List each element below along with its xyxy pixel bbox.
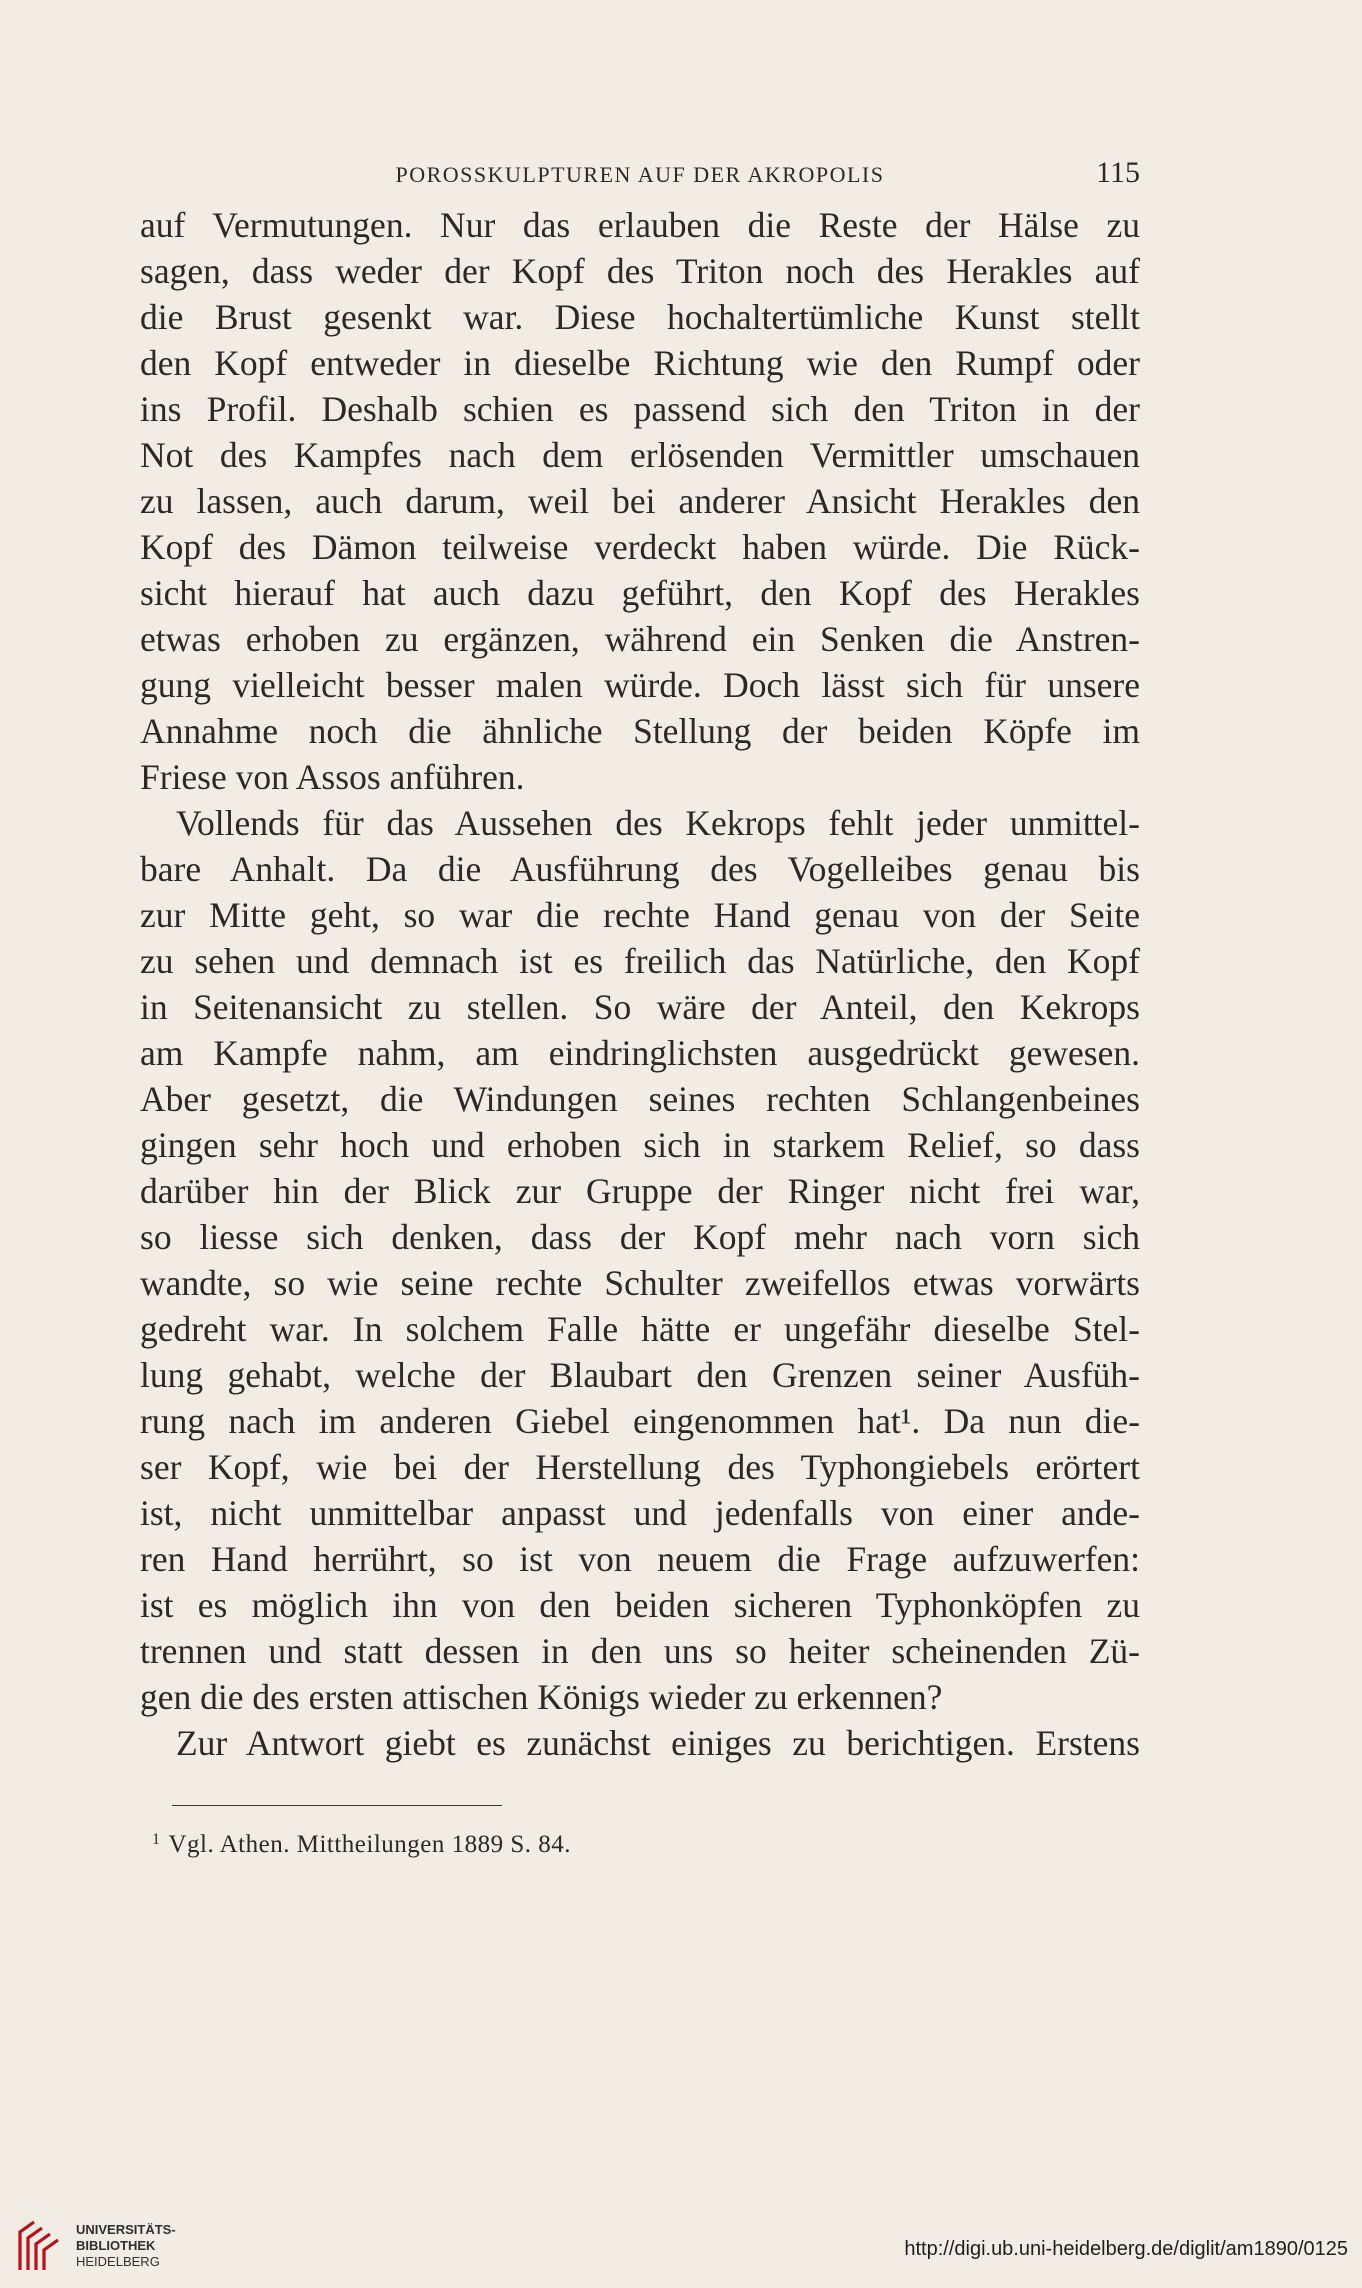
text-line: Friese von Assos anführen. bbox=[140, 757, 525, 797]
text-line: gingen sehr hoch und erhoben sich in starkem Relief, so dass bbox=[140, 1125, 1140, 1165]
library-emblem-icon bbox=[14, 2218, 66, 2274]
text-line: gedreht war. In solchem Falle hätte er ungefähr dieselbe Stel- bbox=[140, 1309, 1140, 1349]
text-line: bare Anhalt. Da die Ausführung des Vogelleibes genau bis bbox=[140, 849, 1140, 889]
text-line: etwas erhoben zu ergänzen, während ein Senken die Anstren- bbox=[140, 619, 1140, 659]
text-line: auf Vermutungen. Nur das erlauben die Reste der Hälse zu bbox=[140, 205, 1140, 245]
text-line: die Brust gesenkt war. Diese hochaltertümliche Kunst stellt bbox=[140, 297, 1140, 337]
text-line: gung vielleicht besser malen würde. Doch lässt sich für unsere bbox=[140, 665, 1140, 705]
footnote-text: Vgl. Athen. Mittheilungen 1889 S. 84. bbox=[168, 1831, 572, 1858]
text-line: rung nach im anderen Giebel eingenommen hat¹. Da nun die- bbox=[140, 1401, 1140, 1441]
running-head bbox=[140, 156, 1140, 196]
text-line: Not des Kampfes nach dem erlösenden Vermittler umschauen bbox=[140, 435, 1140, 475]
library-logo bbox=[14, 2218, 176, 2278]
text-line: in Seitenansicht zu stellen. So wäre der Anteil, den Kekrops bbox=[140, 987, 1140, 1027]
text-line: trennen und statt dessen in den uns so heiter scheinenden Zü- bbox=[140, 1631, 1140, 1671]
footnote-marker: 1 bbox=[152, 1831, 161, 1848]
running-title: POROSSKULPTUREN AUF DER AKROPOLIS bbox=[395, 162, 885, 187]
text-line: sicht hierauf hat auch dazu geführt, den Kopf des Herakles bbox=[140, 573, 1140, 613]
text-line: darüber hin der Blick zur Gruppe der Ringer nicht frei war, bbox=[140, 1171, 1140, 1211]
text-line: ist, nicht unmittelbar anpasst und jedenfalls von einer ande- bbox=[140, 1493, 1140, 1533]
library-name bbox=[76, 2222, 176, 2270]
text-line: den Kopf entweder in dieselbe Richtung wie den Rumpf oder bbox=[140, 343, 1140, 383]
text-line: ist es möglich ihn von den beiden sicheren Typhonköpfen zu bbox=[140, 1585, 1140, 1625]
source-url[interactable]: http://digi.ub.uni-heidelberg.de/diglit/am1890/0125 bbox=[904, 2238, 1348, 2260]
text-line: lung gehabt, welche der Blaubart den Grenzen seiner Ausfüh- bbox=[140, 1355, 1140, 1395]
text-line: ins Profil. Deshalb schien es passend sich den Triton in der bbox=[140, 389, 1140, 429]
library-name-line: BIBLIOTHEK bbox=[76, 2238, 156, 2253]
text-line: zu lassen, auch darum, weil bei anderer Ansicht Herakles den bbox=[140, 481, 1140, 521]
body-text bbox=[140, 202, 1140, 1766]
footnote bbox=[152, 1831, 571, 1859]
footnote-divider bbox=[172, 1805, 502, 1806]
text-line: gen die des ersten attischen Königs wieder zu erkennen? bbox=[140, 1677, 943, 1717]
text-line: so liesse sich denken, dass der Kopf mehr nach vorn sich bbox=[140, 1217, 1140, 1257]
text-line: ser Kopf, wie bei der Herstellung des Typhongiebels erörtert bbox=[140, 1447, 1140, 1487]
page-number: 115 bbox=[1096, 156, 1140, 189]
text-line: am Kampfe nahm, am eindringlichsten ausgedrückt gewesen. bbox=[140, 1033, 1140, 1073]
text-line: Annahme noch die ähnliche Stellung der beiden Köpfe im bbox=[140, 711, 1140, 751]
text-line: ren Hand herrührt, so ist von neuem die Frage aufzuwerfen: bbox=[140, 1539, 1140, 1579]
library-name-line: UNIVERSITÄTS- bbox=[76, 2222, 176, 2237]
text-line: zur Mitte geht, so war die rechte Hand genau von der Seite bbox=[140, 895, 1140, 935]
text-line: sagen, dass weder der Kopf des Triton noch des Herakles auf bbox=[140, 251, 1140, 291]
text-line: Zur Antwort giebt es zunächst einiges zu berichtigen. Erstens bbox=[176, 1723, 1140, 1763]
library-name-line: HEIDELBERG bbox=[76, 2254, 160, 2269]
text-line: Aber gesetzt, die Windungen seines rechten Schlangenbeines bbox=[140, 1079, 1140, 1119]
text-line: wandte, so wie seine rechte Schulter zweifellos etwas vorwärts bbox=[140, 1263, 1140, 1303]
text-line: zu sehen und demnach ist es freilich das Natürliche, den Kopf bbox=[140, 941, 1140, 981]
text-line: Vollends für das Aussehen des Kekrops fehlt jeder unmittel- bbox=[176, 803, 1140, 843]
text-line: Kopf des Dämon teilweise verdeckt haben würde. Die Rück- bbox=[140, 527, 1140, 567]
